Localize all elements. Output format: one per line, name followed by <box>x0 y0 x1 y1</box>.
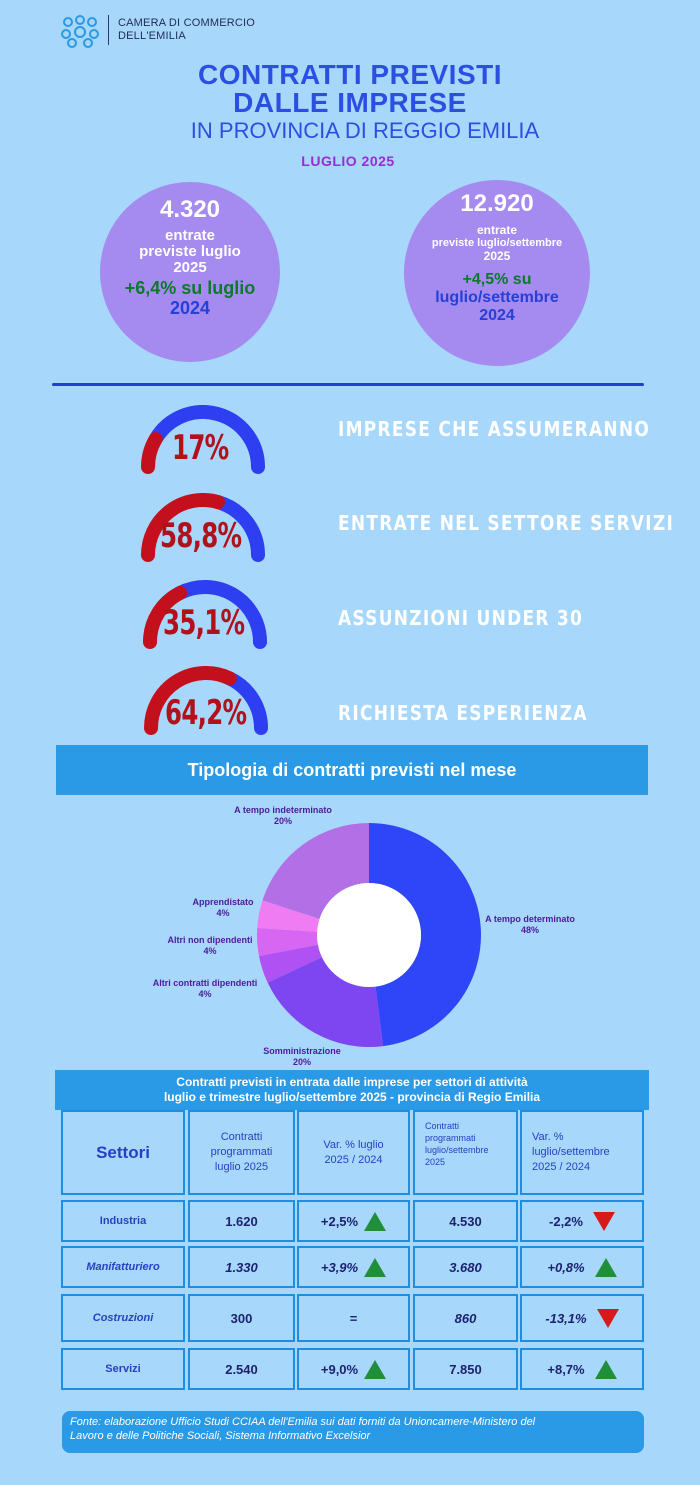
header-text: Contratti <box>425 1121 460 1131</box>
header-text: 2025 / 2024 <box>324 1153 383 1166</box>
row-manifatturiero-contr-jul: 1.330 <box>188 1246 295 1288</box>
organization-name <box>118 17 255 43</box>
gauge-label-experience: RICHIESTA ESPERIENZA <box>338 701 588 725</box>
slice-value: 48% <box>520 925 539 935</box>
slice-name: Altri contratti dipendenti <box>152 978 258 988</box>
gauge-label-under-30: ASSUNZIONI UNDER 30 <box>338 606 584 630</box>
slice-value: 4% <box>198 989 212 999</box>
row-industria-var-jul <box>297 1200 410 1242</box>
row-servizi-var-tri <box>520 1348 644 1390</box>
logo-separator <box>108 15 109 45</box>
slice-label-altri-contratti <box>143 978 267 1000</box>
row-industria-contr-tri: 4.530 <box>413 1200 518 1242</box>
kpi-july-value: 4.320 <box>159 196 221 223</box>
kpi-quarter-variation-period: luglio/settembre <box>435 289 559 306</box>
table-title <box>55 1070 649 1110</box>
header-settori: Settori <box>61 1110 185 1195</box>
slice-name: Somministrazione <box>263 1046 341 1056</box>
slice-label-somministrazione <box>252 1046 352 1068</box>
kpi-july-label-2: previste luglio <box>139 243 241 260</box>
header-text: programmati <box>425 1133 476 1143</box>
var-value: +9,0% <box>320 1361 359 1377</box>
gauge-percent-experience: 64,2% <box>165 693 247 733</box>
row-servizi-sector: Servizi <box>61 1348 185 1390</box>
row-costruzioni-contr-tri: 860 <box>413 1294 518 1342</box>
kpi-july-variation-year: 2024 <box>169 298 211 318</box>
row-servizi-var-jul <box>297 1348 410 1390</box>
title-line-3: IN PROVINCIA DI REGGIO EMILIA <box>190 118 540 143</box>
var-value: -13,1% <box>545 1310 587 1326</box>
row-costruzioni-contr-jul: 300 <box>188 1294 295 1342</box>
header-text: luglio 2025 <box>214 1161 269 1173</box>
row-industria-var-tri <box>520 1200 644 1242</box>
header-text: luglio/settembre <box>532 1146 610 1158</box>
gauge-percent-services: 58,8% <box>160 516 242 556</box>
table-title-line-2: luglio e trimestre luglio/settembre 2025 - provincia di Regio Emilia <box>163 1090 541 1104</box>
donut-hole <box>317 883 421 987</box>
gauge-percent-hiring: 17% <box>172 428 229 468</box>
header-var-trimestre <box>520 1110 644 1195</box>
row-manifatturiero-sector: Manifatturiero <box>61 1246 185 1288</box>
slice-value: 20% <box>273 816 292 826</box>
kpi-quarter-variation: +4,5% su <box>462 271 532 288</box>
header-text: Var. % <box>532 1131 564 1143</box>
kpi-july-label-1: entrate <box>164 227 216 244</box>
section-divider <box>52 383 644 386</box>
row-servizi-contr-jul: 2.540 <box>188 1348 295 1390</box>
org-line-1: CAMERA DI COMMERCIO <box>118 17 256 29</box>
kpi-quarter-label-3: 2025 <box>483 249 511 263</box>
period-label: LUGLIO 2025 <box>301 153 395 169</box>
kpi-circle-quarter <box>404 180 590 366</box>
slice-value: 4% <box>216 908 230 918</box>
slice-label-apprendistato <box>180 897 266 919</box>
header-text: Var. % luglio <box>323 1138 384 1151</box>
gauge-label-services: ENTRATE NEL SETTORE SERVIZI <box>338 511 675 535</box>
title-line-2: DALLE IMPRESE <box>233 87 467 118</box>
table-title-line-1: Contratti previsti in entrata dalle imprese per settori di attività <box>176 1075 528 1089</box>
header-contratti-trimestre <box>413 1110 518 1195</box>
source-line-1: Fonte: elaborazione Ufficio Studi CCIAA dell'Emilia sui dati forniti da Unioncamere-Ministero del <box>70 1416 536 1428</box>
triangle-up-icon <box>595 1258 617 1277</box>
header-contratti-luglio <box>188 1110 295 1195</box>
header-text: luglio/settembre <box>425 1145 489 1155</box>
triangle-up-icon <box>364 1212 386 1231</box>
slice-value: 20% <box>292 1057 311 1067</box>
var-value: +0,8% <box>547 1259 585 1275</box>
header-text: 2025 / 2024 <box>532 1161 591 1173</box>
row-manifatturiero-var-tri <box>520 1246 644 1288</box>
kpi-quarter-value: 12.920 <box>460 190 534 217</box>
var-value: +3,9% <box>320 1259 359 1275</box>
row-costruzioni-sector: Costruzioni <box>61 1294 185 1342</box>
triangle-up-icon <box>595 1360 617 1379</box>
var-value: -2,2% <box>549 1213 583 1229</box>
chamber-logo-icon <box>60 14 100 48</box>
slice-label-altri-non-dipendenti <box>158 935 262 957</box>
triangle-up-icon <box>364 1258 386 1277</box>
gauge-label-hiring: IMPRESE CHE ASSUMERANNO <box>338 417 651 441</box>
gauge-fill <box>148 439 156 467</box>
header-text: Contratti <box>220 1131 263 1143</box>
slice-value: 4% <box>203 946 217 956</box>
var-value: +2,5% <box>320 1213 359 1229</box>
var-value: +8,7% <box>547 1361 585 1377</box>
triangle-down-icon <box>593 1212 615 1231</box>
slice-name: Altri non dipendenti <box>167 935 253 945</box>
kpi-quarter-variation-year: 2024 <box>479 307 515 324</box>
slice-label-indeterminato <box>228 805 338 827</box>
source-line-2: Lavoro e delle Politiche Sociali, Sistema Informativo Excelsior <box>70 1430 371 1442</box>
header-var-luglio <box>297 1110 410 1195</box>
slice-label-determinato <box>470 914 590 936</box>
row-manifatturiero-var-jul <box>297 1246 410 1288</box>
triangle-up-icon <box>364 1360 386 1379</box>
row-industria-sector: Industria <box>61 1200 185 1242</box>
row-servizi-contr-tri: 7.850 <box>413 1348 518 1390</box>
header-text: programmati <box>210 1146 273 1158</box>
kpi-july-variation: +6,4% su luglio <box>124 278 256 298</box>
row-costruzioni-var-tri <box>520 1294 644 1342</box>
slice-name: A tempo determinato <box>485 914 575 924</box>
kpi-circle-july <box>100 182 280 362</box>
chart-title: Tipologia di contratti previsti nel mese <box>56 745 648 795</box>
slice-name: Apprendistato <box>192 897 254 907</box>
row-costruzioni-var-jul: = <box>297 1294 410 1342</box>
row-manifatturiero-contr-tri: 3.680 <box>413 1246 518 1288</box>
slice-name: A tempo indeterminato <box>234 805 332 815</box>
gauge-percent-under-30: 35,1% <box>163 603 245 643</box>
header-text: 2025 <box>425 1157 446 1167</box>
triangle-down-icon <box>597 1309 619 1328</box>
source-note <box>62 1411 644 1453</box>
kpi-quarter-label-1: entrate <box>476 223 517 237</box>
org-line-2: DELL'EMILIA <box>118 30 186 42</box>
row-industria-contr-jul: 1.620 <box>188 1200 295 1242</box>
title-line-1: CONTRATTI PREVISTI <box>197 59 503 90</box>
kpi-quarter-label-2: previste luglio/settembre <box>431 237 563 249</box>
kpi-july-label-3: 2025 <box>173 259 207 276</box>
